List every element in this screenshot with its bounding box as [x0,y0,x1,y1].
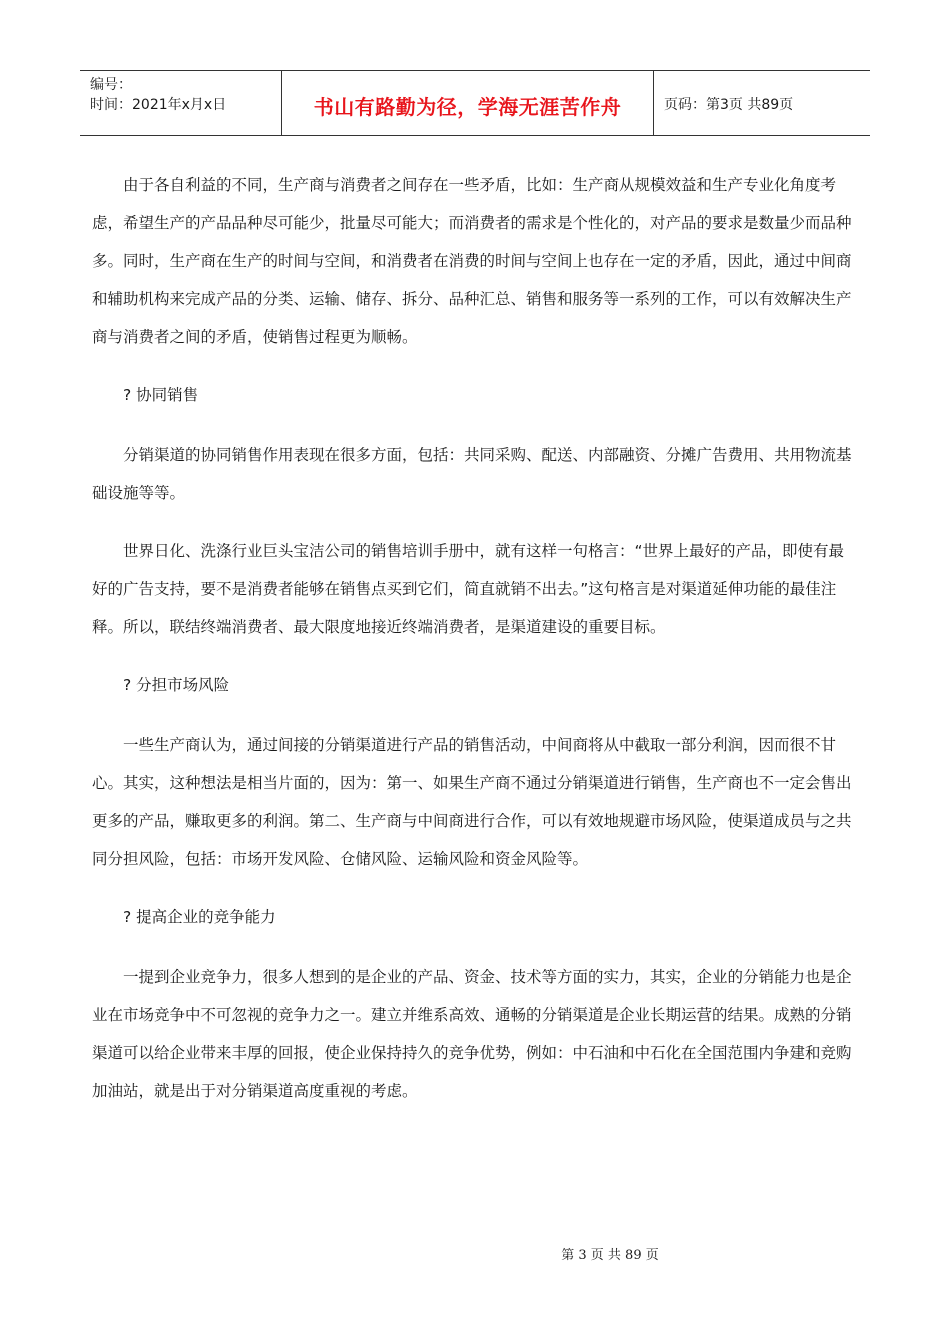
header-meta-cell [80,71,282,135]
document-number-label: 编号： [90,77,132,93]
body-paragraph: 分销渠道的协同销售作用表现在很多方面，包括：共同采购、配送、内部融资、分摊广告费用、共用物流基础设施等等。 [92,446,852,502]
section-heading: ? 提高企业的竞争能力 [123,908,276,926]
header-page-label: 页码：第3页 共89页 [664,97,794,113]
footer-page-number: 第 3 页 共 89 页 [561,1248,659,1263]
header-motto-cell [282,71,654,135]
body-paragraph: 一些生产商认为，通过间接的分销渠道进行产品的销售活动，中间商将从中截取一部分利润，因而很不甘心。其实，这种想法是相当片面的，因为：第一、如果生产商不通过分销渠道进行销售，生产商也不一定会售出更多的产品，赚取更多的利润。第二、生产商与中间商进行合作，可以有效地规避市场风险，使渠道成员与之共同分担风险，包括：市场开发风险、仓储风险、运输风险和资金风险等。 [92,736,852,868]
body-paragraph: 世界日化、洗涤行业巨头宝洁公司的销售培训手册中，就有这样一句格言：“世界上最好的产品，即使有最好的广告支持，要不是消费者能够在销售点买到它们，简直就销不出去。”这句格言是对渠道延伸功能的最佳注释。所以，联结终端消费者、最大限度地接近终端消费者，是渠道建设的重要目标。 [92,542,845,636]
page-footer [0,1244,950,1263]
document-header [80,70,870,136]
document-date-label: 时间：2021年x月x日 [90,97,227,113]
document-body [92,166,852,1130]
section-heading: ? 协同销售 [123,386,199,404]
section-heading: ? 分担市场风险 [123,676,230,694]
body-paragraph: 由于各自利益的不同，生产商与消费者之间存在一些矛盾，比如：生产商从规模效益和生产专业化角度考虑，希望生产的产品品种尽可能少，批量尽可能大；而消费者的需求是个性化的，对产品的要求是数量少而品种多。同时，生产商在生产的时间与空间，和消费者在消费的时间与空间上也存在一定的矛盾，因此，通过中间商和辅助机构来完成产品的分类、运输、储存、拆分、品种汇总、销售和服务等一系列的工作，可以有效解决生产商与消费者之间的矛盾，使销售过程更为顺畅。 [92,176,852,346]
header-motto: 书山有路勤为径，学海无涯苦作舟 [313,94,622,119]
body-paragraph: 一提到企业竞争力，很多人想到的是企业的产品、资金、技术等方面的实力，其实，企业的分销能力也是企业在市场竞争中不可忽视的竞争力之一。建立并维系高效、通畅的分销渠道是企业长期运营的结果。成熟的分销渠道可以给企业带来丰厚的回报，使企业保持持久的竞争优势，例如：中石油和中石化在全国范围内争建和竞购加油站，就是出于对分销渠道高度重视的考虑。 [92,968,852,1100]
header-page-cell [654,71,870,135]
